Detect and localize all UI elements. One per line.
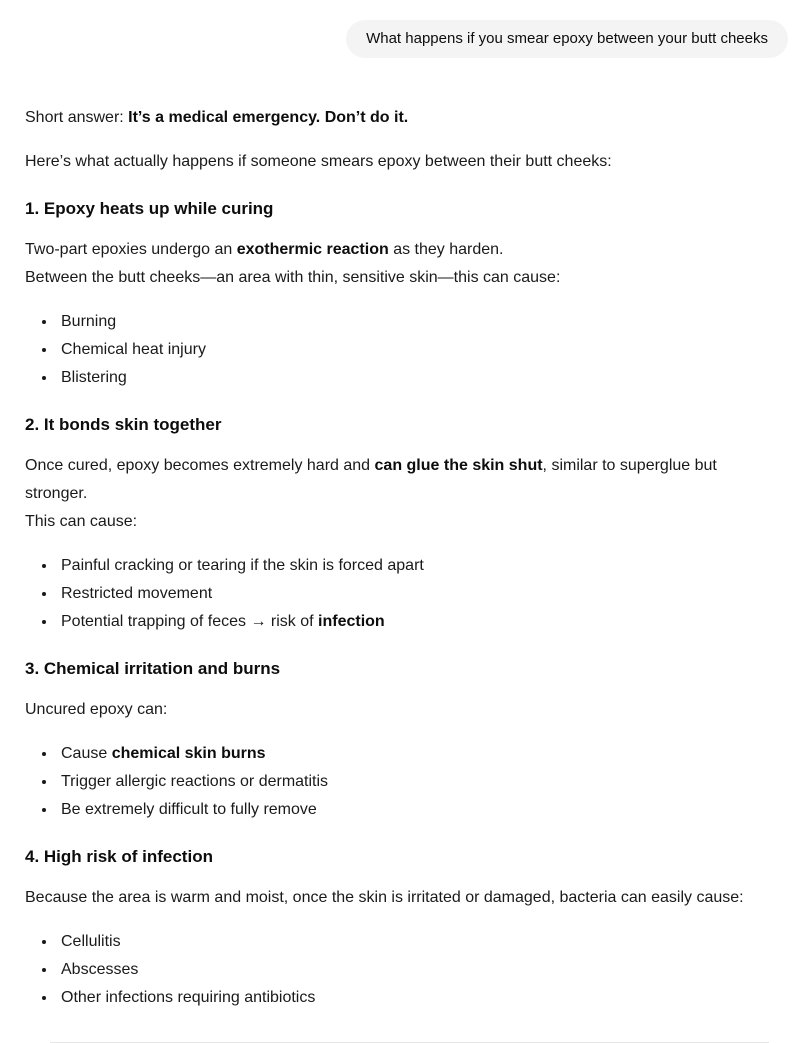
section-2-para-pre: Once cured, epoxy becomes extremely hard and: [25, 457, 375, 474]
list-item: • Blistering: [57, 364, 769, 392]
section-2-paragraph: [25, 452, 769, 536]
section-3-paragraph: Uncured epoxy can:: [25, 701, 168, 718]
intro-bold-text: It’s a medical emergency. Don’t do it.: [128, 109, 409, 126]
list-item: • Restricted movement: [57, 580, 769, 608]
user-message-row: [0, 0, 793, 58]
list-item: • Burning: [57, 308, 769, 336]
bullet-text-bold: chemical skin burns: [111, 745, 266, 762]
section-4-paragraph: Because the area is warm and moist, once the skin is irritated or damaged, bacteria can easily cause:: [25, 889, 744, 906]
section-2-para-line2: This can cause:: [25, 513, 138, 530]
bullet-text-bold: infection: [318, 613, 385, 630]
section-3-bullet-list: [25, 740, 769, 824]
bullet-text-pre: Potential trapping of feces → risk of: [61, 613, 319, 630]
list-item: • Be extremely difficult to fully remove: [57, 796, 769, 824]
section-bonds-skin: [25, 412, 769, 636]
section-1-para-line2: Between the butt cheeks—an area with thin, sensitive skin—this can cause:: [25, 269, 561, 286]
section-1-bullet-list: [25, 308, 769, 392]
section-1-para-post: as they harden.: [388, 241, 504, 258]
list-item: [57, 608, 769, 636]
section-2-para-post: , similar to superglue but stronger.: [25, 457, 717, 502]
section-1-paragraph: [25, 236, 769, 292]
section-4-heading: 4. High risk of infection: [25, 847, 213, 866]
intro-prefix: Short answer:: [25, 109, 129, 126]
section-infection-risk: [25, 844, 769, 1012]
section-1-heading: 1. Epoxy heats up while curing: [25, 199, 274, 218]
user-message-bubble: What happens if you smear epoxy between your butt cheeks: [346, 20, 788, 58]
section-3-heading: 3. Chemical irritation and burns: [25, 659, 281, 678]
section-1-para-pre: Two-part epoxies undergo an: [25, 241, 237, 258]
section-2-bullet-list: [25, 552, 769, 636]
list-item: • Painful cracking or tearing if the skin is forced apart: [57, 552, 769, 580]
section-epoxy-heats-up: [25, 196, 769, 392]
list-item: • Other infections requiring antibiotics: [57, 984, 769, 1012]
section-4-bullet-list: [25, 928, 769, 1012]
list-item: • Trigger allergic reactions or dermatitis: [57, 768, 769, 796]
list-item: • Cellulitis: [57, 928, 769, 956]
section-chemical-irritation: [25, 656, 769, 824]
list-item: • Abscesses: [57, 956, 769, 984]
intro-paragraph: [25, 104, 769, 132]
list-item: [57, 740, 769, 768]
section-1-para-bold: exothermic reaction: [236, 241, 389, 258]
assistant-message: [0, 58, 793, 1043]
intro-line2: Here’s what actually happens if someone smears epoxy between their butt cheeks:: [25, 153, 612, 170]
section-2-para-bold: can glue the skin shut: [374, 457, 543, 474]
section-2-heading: 2. It bonds skin together: [25, 415, 222, 434]
list-item: • Chemical heat injury: [57, 336, 769, 364]
bullet-text-pre: Cause: [61, 745, 112, 762]
